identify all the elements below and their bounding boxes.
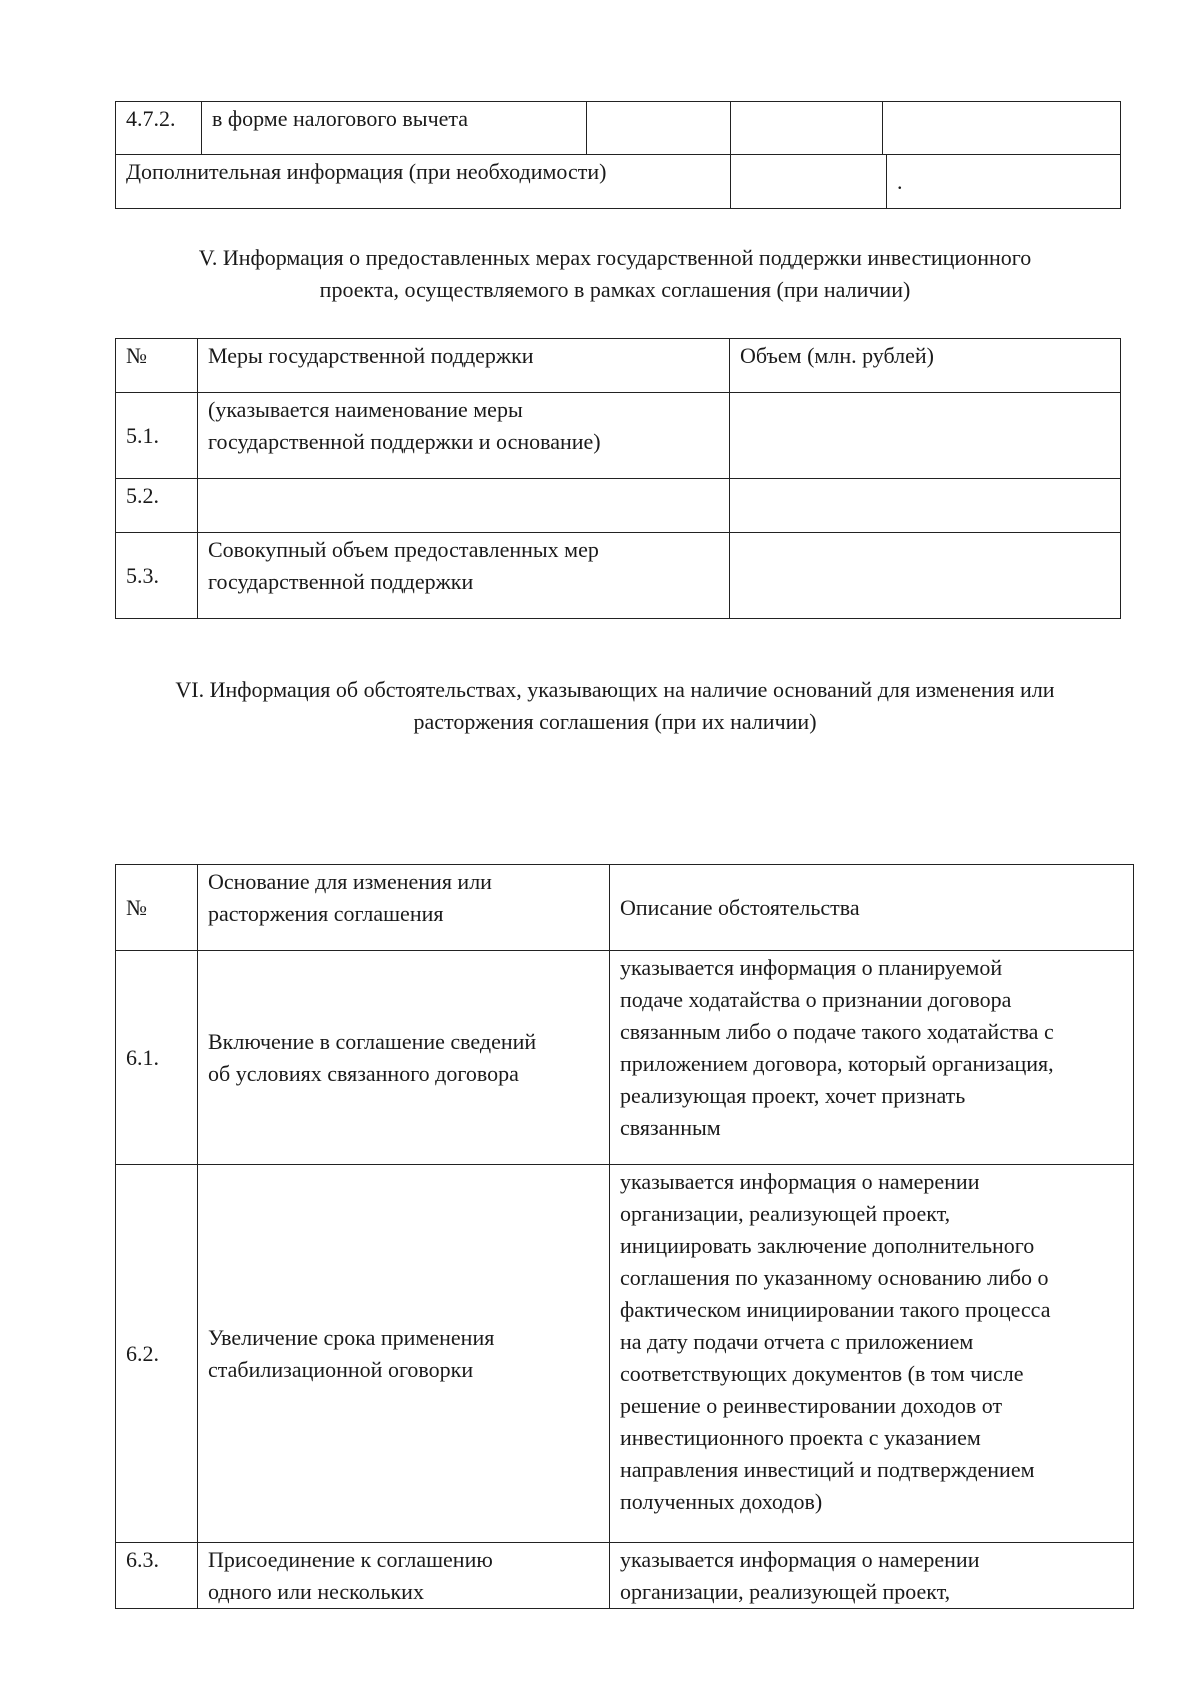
cell-empty xyxy=(731,155,887,209)
table-row-6-1 xyxy=(116,951,1134,1165)
table-section6-circumstances xyxy=(115,864,1134,1609)
cell-empty xyxy=(730,533,1121,619)
cell-empty xyxy=(883,102,1121,155)
table-row-5-2 xyxy=(116,479,1121,533)
cell-number: 5.2. xyxy=(116,479,198,533)
cell-empty xyxy=(730,393,1121,479)
cell-empty xyxy=(198,479,730,533)
cell-number: 5.3. xyxy=(116,533,198,619)
cell-empty xyxy=(730,479,1121,533)
section-5-title-line1: V. Информация о предоставленных мерах государственной поддержки инвестиционного xyxy=(198,245,1032,270)
header-number: № xyxy=(116,339,198,393)
cell-description: указывается информация о намерении организации, реализующей проект, xyxy=(610,1543,1134,1609)
table-row-6-3 xyxy=(116,1543,1134,1609)
cell-basis: Присоединение к соглашению одного или нескольких xyxy=(198,1543,610,1609)
cell-number: 6.3. xyxy=(116,1543,198,1609)
cell-number: 6.1. xyxy=(116,951,198,1165)
table-header-row xyxy=(116,339,1121,393)
table-section4-continuation xyxy=(115,101,1121,209)
cell-measure: Совокупный объем предоставленных мер государственной поддержки xyxy=(198,533,730,619)
cell-description: указывается информация о намерении организации, реализующей проект, инициировать заключение дополнительного соглашения по указанному основанию либо о фактическом инициировании такого процесса на дату подачи отчета с приложением соответствующих документов (в том числе решение о реинвестировании доходов от инвестиционного проекта с указанием направления инвестиций и подтверждением полученных доходов) xyxy=(610,1165,1134,1543)
cell-empty xyxy=(587,102,731,155)
table-row-6-2 xyxy=(116,1165,1134,1543)
section-5-title-line2: проекта, осуществляемого в рамках соглашения (при наличии) xyxy=(319,277,911,302)
cell-description: указывается информация о планируемой подаче ходатайства о признании договора связанным либо о подаче такого ходатайства с приложением договора, который организация, реализующая проект, хочет признать связанным xyxy=(610,951,1134,1165)
table-header-row xyxy=(116,865,1134,951)
cell-number: 4.7.2. xyxy=(116,102,202,155)
cell-label: Дополнительная информация (при необходимости) xyxy=(116,155,731,209)
cell-number: 6.2. xyxy=(116,1165,198,1543)
section-6-title-line2: расторжения соглашения (при их наличии) xyxy=(413,709,817,734)
cell-measure: (указывается наименование меры государственной поддержки и основание) xyxy=(198,393,730,479)
header-number: № xyxy=(116,865,198,951)
header-volume: Объем (млн. рублей) xyxy=(730,339,1121,393)
cell-dot: . xyxy=(887,155,1121,209)
table-row-4-7-2 xyxy=(116,102,1121,155)
section-6-title xyxy=(115,674,1115,738)
table-row-5-1 xyxy=(116,393,1121,479)
table-row-additional-info xyxy=(116,155,1121,209)
table-row-5-3 xyxy=(116,533,1121,619)
header-measures: Меры государственной поддержки xyxy=(198,339,730,393)
cell-number: 5.1. xyxy=(116,393,198,479)
cell-empty xyxy=(731,102,883,155)
header-basis: Основание для изменения или расторжения соглашения xyxy=(198,865,610,951)
section-5-title xyxy=(115,242,1115,306)
cell-basis: Увеличение срока применения стабилизационной оговорки xyxy=(198,1165,610,1543)
section-6-title-line1: VI. Информация об обстоятельствах, указывающих на наличие оснований для изменения или xyxy=(175,677,1055,702)
header-description: Описание обстоятельства xyxy=(610,865,1134,951)
table-section5-state-support xyxy=(115,338,1121,619)
cell-label: в форме налогового вычета xyxy=(202,102,587,155)
cell-basis: Включение в соглашение сведений об условиях связанного договора xyxy=(198,951,610,1165)
